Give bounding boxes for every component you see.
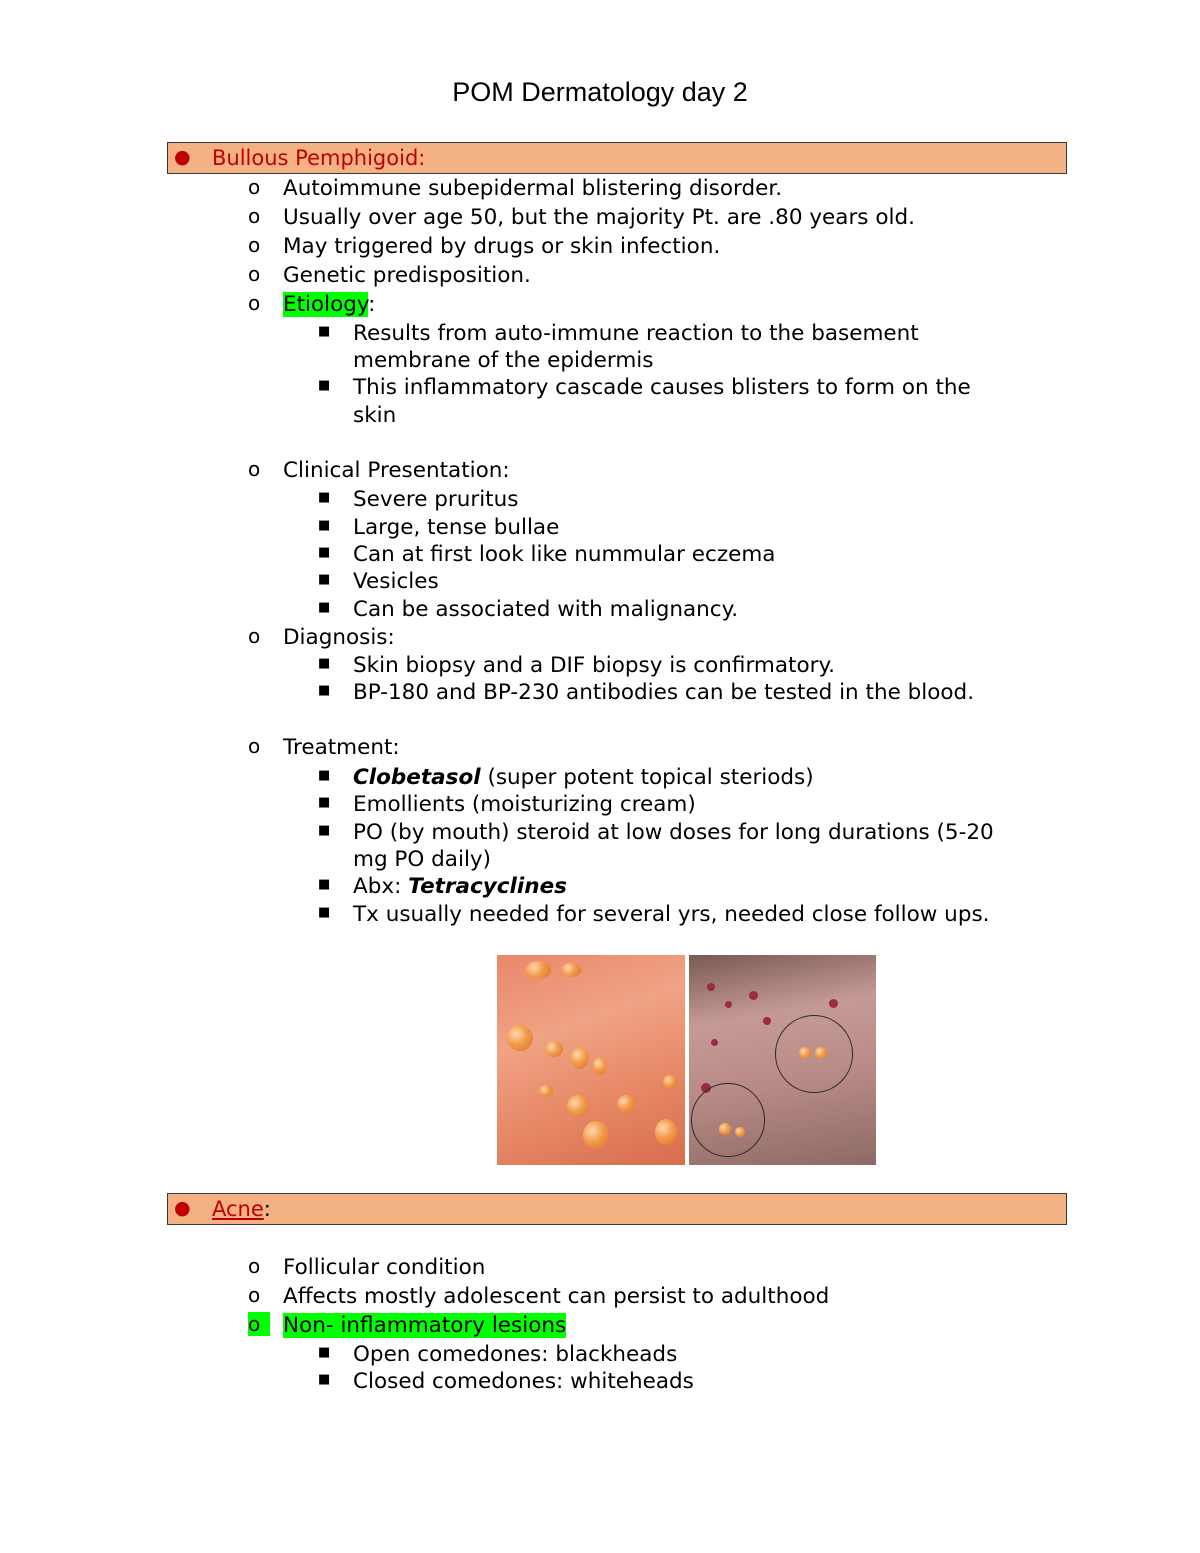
square-bullet-icon: ■ bbox=[318, 572, 331, 587]
square-bullet-icon: ■ bbox=[318, 1345, 331, 1360]
square-bullet-icon: ■ bbox=[318, 768, 331, 783]
drug-name: Tetracyclines bbox=[408, 874, 567, 899]
filled-bullet-icon: ● bbox=[174, 146, 191, 168]
hollow-circle-bullet-icon: o bbox=[248, 1254, 261, 1278]
list-item: May triggered by drugs or skin infection. bbox=[283, 234, 721, 259]
etiology-colon: : bbox=[368, 292, 376, 317]
section-header-bullous-pemphigoid bbox=[167, 142, 1067, 174]
square-bullet-icon: ■ bbox=[318, 1372, 331, 1387]
diagnosis-heading: Diagnosis: bbox=[283, 625, 395, 650]
hollow-circle-bullet-icon: o bbox=[248, 624, 261, 648]
hollow-circle-bullet-icon: o bbox=[248, 204, 261, 228]
list-item: Severe pruritus bbox=[353, 487, 519, 512]
section-title: Bullous Pemphigoid: bbox=[212, 146, 426, 170]
list-item-continuation: membrane of the epidermis bbox=[353, 348, 654, 373]
square-bullet-icon: ■ bbox=[318, 683, 331, 698]
list-item: Can be associated with malignancy. bbox=[353, 597, 739, 622]
list-item bbox=[353, 873, 567, 900]
list-item: Affects mostly adolescent can persist to adulthood bbox=[283, 1284, 830, 1309]
hollow-circle-bullet-icon: o bbox=[248, 175, 261, 199]
bullae-closeup-image bbox=[497, 955, 685, 1165]
hollow-circle-bullet-icon: o bbox=[248, 734, 261, 758]
square-bullet-icon: ■ bbox=[318, 656, 331, 671]
filled-bullet-icon: ● bbox=[174, 1197, 191, 1219]
list-item: Vesicles bbox=[353, 569, 439, 594]
list-item: This inflammatory cascade causes blisters to form on the bbox=[353, 375, 971, 400]
list-item-continuation: mg PO daily) bbox=[353, 847, 492, 872]
square-bullet-icon: ■ bbox=[318, 877, 331, 892]
list-item: Skin biopsy and a DIF biopsy is confirmatory. bbox=[353, 653, 835, 678]
acne-link[interactable]: Acne bbox=[212, 1197, 264, 1221]
abx-prefix: Abx: bbox=[353, 874, 409, 899]
square-bullet-icon: ■ bbox=[318, 545, 331, 560]
acne-colon: : bbox=[263, 1197, 271, 1221]
clinical-photos bbox=[497, 955, 876, 1165]
square-bullet-icon: ■ bbox=[318, 518, 331, 533]
square-bullet-icon: ■ bbox=[318, 823, 331, 838]
hollow-circle-bullet-icon: o bbox=[248, 1312, 270, 1336]
page-title: POM Dermatology day 2 bbox=[452, 77, 748, 107]
list-item: Large, tense bullae bbox=[353, 515, 560, 540]
list-item: Closed comedones: whiteheads bbox=[353, 1369, 694, 1394]
treatment-heading: Treatment: bbox=[283, 735, 400, 760]
hollow-circle-bullet-icon: o bbox=[248, 233, 261, 257]
hollow-circle-bullet-icon: o bbox=[248, 457, 261, 481]
list-item: Genetic predisposition. bbox=[283, 263, 531, 288]
square-bullet-icon: ■ bbox=[318, 905, 331, 920]
square-bullet-icon: ■ bbox=[318, 600, 331, 615]
clinical-heading: Clinical Presentation: bbox=[283, 458, 510, 483]
list-item: Tx usually needed for several yrs, needed close follow ups. bbox=[353, 902, 990, 927]
section-header-acne bbox=[167, 1193, 1067, 1225]
list-item: Results from auto-immune reaction to the basement bbox=[353, 321, 919, 346]
list-item: BP-180 and BP-230 antibodies can be tested in the blood. bbox=[353, 680, 975, 705]
hollow-circle-bullet-icon: o bbox=[248, 262, 261, 286]
bullae-torso-image bbox=[689, 955, 876, 1165]
square-bullet-icon: ■ bbox=[318, 490, 331, 505]
list-item: Follicular condition bbox=[283, 1255, 486, 1280]
noninflammatory-label: Non- inflammatory lesions bbox=[283, 1313, 567, 1338]
drug-name: Clobetasol bbox=[353, 765, 481, 790]
list-item: Usually over age 50, but the majority Pt. are .80 years old. bbox=[283, 205, 915, 230]
list-item-continuation: skin bbox=[353, 403, 397, 428]
list-item bbox=[353, 764, 814, 791]
list-item: Open comedones: blackheads bbox=[353, 1342, 678, 1367]
square-bullet-icon: ■ bbox=[318, 795, 331, 810]
hollow-circle-bullet-icon: o bbox=[248, 291, 261, 315]
square-bullet-icon: ■ bbox=[318, 378, 331, 393]
section-title bbox=[212, 1194, 271, 1224]
square-bullet-icon: ■ bbox=[318, 324, 331, 339]
list-item: Emollients (moisturizing cream) bbox=[353, 792, 696, 817]
noninflammatory-heading bbox=[283, 1312, 566, 1339]
list-item: PO (by mouth) steroid at low doses for long durations (5-20 bbox=[353, 820, 994, 845]
etiology-heading bbox=[283, 291, 375, 318]
drug-description: (super potent topical steriods) bbox=[480, 765, 814, 790]
list-item: Autoimmune subepidermal blistering disorder. bbox=[283, 176, 783, 201]
list-item: Can at first look like nummular eczema bbox=[353, 542, 776, 567]
hollow-circle-bullet-icon: o bbox=[248, 1283, 261, 1307]
etiology-label: Etiology bbox=[283, 292, 369, 317]
